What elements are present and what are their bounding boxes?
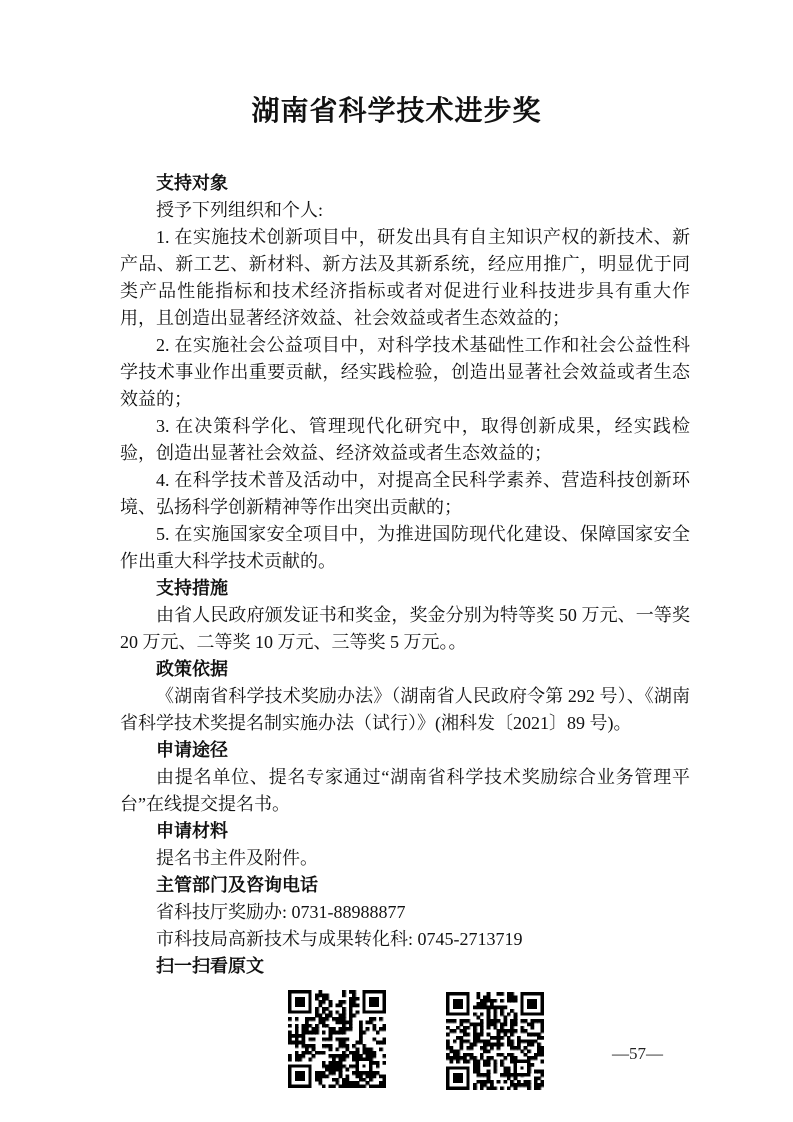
paragraph: 市科技局高新技术与成果转化科: 0745-2713719 (156, 929, 523, 949)
section-heading: 申请途径 (156, 740, 228, 760)
paragraph: 提名书主件及附件。 (156, 848, 318, 868)
qr-code-left-icon (288, 990, 386, 1088)
document-body (120, 170, 690, 1090)
paragraph: 《湖南省科学技术奖励办法》（湖南省人民政府令第 292 号）、《湖南省科学技术奖提名制实施办法（试行）》(湘科发〔2021〕89 号)。 (120, 686, 690, 733)
section-heading: 申请材料 (156, 821, 228, 841)
paragraph: 由提名单位、提名专家通过“湖南省科学技术奖励综合业务管理平台”在线提交提名书。 (120, 767, 690, 814)
paragraph: 4. 在科学技术普及活动中，对提高全民科学素养、营造科技创新环境、弘扬科学创新精神等作出突出贡献的； (120, 470, 690, 517)
page-number: —57— (612, 1044, 663, 1063)
section-heading: 扫一扫看原文 (156, 956, 264, 976)
page-title: 湖南省科学技术进步奖 (251, 96, 542, 127)
paragraph: 2. 在实施社会公益项目中，对科学技术基础性工作和社会公益性科学技术事业作出重要贡献，经实践检验，创造出显著社会效益或者生态效益的； (120, 335, 690, 409)
paragraph: 省科技厅奖励办: 0731-88988877 (156, 902, 406, 922)
section-heading: 主管部门及咨询电话 (156, 875, 318, 895)
paragraph: 3. 在决策科学化、管理现代化研究中，取得创新成果，经实践检验，创造出显著社会效益、经济效益或者生态效益的； (120, 416, 690, 463)
section-heading: 支持对象 (156, 173, 228, 193)
sections (120, 170, 690, 980)
paragraph: 1. 在实施技术创新项目中，研发出具有自主知识产权的新技术、新产品、新工艺、新材料、新方法及其新系统，经应用推广，明显优于同类产品性能指标和技术经济指标或者对促进行业科技进步具有重大作用，且创造出显著经济效益、社会效益或者生态效益的； (120, 227, 690, 328)
qr-code-row (288, 990, 690, 1090)
section-heading: 政策依据 (156, 659, 228, 679)
paragraph: 由省人民政府颁发证书和奖金，奖金分别为特等奖 50 万元、一等奖 20 万元、二等奖 10 万元、三等奖 5 万元。。 (120, 605, 690, 652)
qr-code-right-icon (446, 992, 544, 1090)
paragraph: 授予下列组织和个人: (156, 200, 324, 220)
paragraph: 5. 在实施国家安全项目中，为推进国防现代化建设、保障国家安全作出重大科学技术贡献的。 (120, 524, 690, 571)
section-heading: 支持措施 (156, 578, 228, 598)
